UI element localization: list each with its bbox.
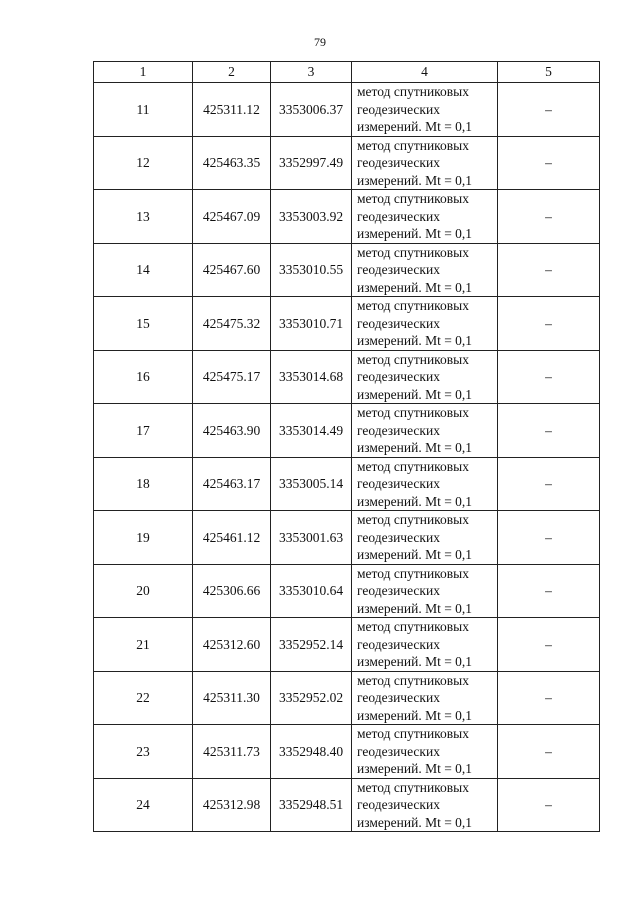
- table-header-row: [94, 62, 600, 83]
- table-body: [94, 83, 600, 832]
- method-cell: [352, 671, 498, 725]
- method-line: измерений. Mt = 0,1: [357, 814, 473, 830]
- column-5-cell: –: [498, 297, 600, 351]
- column-5-cell: –: [498, 136, 600, 190]
- method-cell: [352, 725, 498, 779]
- column-5-cell: –: [498, 457, 600, 511]
- method-cell: [352, 778, 498, 832]
- x-coordinate-cell: 425463.17: [193, 457, 271, 511]
- method-line: метод спутниковых: [357, 565, 469, 581]
- method-line: измерений. Mt = 0,1: [357, 493, 473, 509]
- method-line: метод спутниковых: [357, 405, 469, 420]
- method-cell: [352, 190, 498, 244]
- y-coordinate-cell: 3353005.14: [271, 457, 352, 511]
- column-5-cell: –: [498, 618, 600, 672]
- table-row: [94, 83, 600, 137]
- table-row: [94, 457, 600, 511]
- x-coordinate-cell: 425467.60: [193, 243, 271, 297]
- table-row: [94, 725, 600, 779]
- method-line: геодезических: [357, 369, 440, 384]
- y-coordinate-cell: 3353006.37: [271, 83, 352, 137]
- column-5-cell: –: [498, 725, 600, 779]
- y-coordinate-cell: 3352952.14: [271, 618, 352, 672]
- method-line: геодезических: [357, 797, 440, 812]
- point-number-cell: 13: [94, 190, 193, 244]
- point-number-cell: 24: [94, 778, 193, 832]
- table-row: [94, 243, 600, 297]
- x-coordinate-cell: 425311.12: [193, 83, 271, 137]
- method-line: геодезических: [357, 262, 440, 277]
- method-line: геодезических: [357, 529, 440, 545]
- method-line: метод спутниковых: [357, 458, 469, 474]
- point-number-cell: 12: [94, 136, 193, 190]
- column-5-cell: –: [498, 404, 600, 458]
- x-coordinate-cell: 425475.32: [193, 297, 271, 351]
- y-coordinate-cell: 3352948.51: [271, 778, 352, 832]
- method-line: метод спутниковых: [357, 619, 469, 634]
- header-col-2: 2: [193, 62, 271, 83]
- method-line: геодезических: [357, 636, 440, 652]
- method-cell: [352, 83, 498, 137]
- point-number-cell: 11: [94, 83, 193, 137]
- method-line: геодезических: [357, 155, 440, 170]
- method-line: измерений. Mt = 0,1: [357, 386, 473, 402]
- column-5-cell: –: [498, 83, 600, 137]
- column-5-cell: –: [498, 190, 600, 244]
- method-cell: [352, 136, 498, 190]
- method-line: измерений. Mt = 0,1: [357, 707, 473, 723]
- method-cell: [352, 511, 498, 565]
- method-line: метод спутниковых: [357, 351, 469, 367]
- point-number-cell: 15: [94, 297, 193, 351]
- point-number-cell: 20: [94, 564, 193, 618]
- x-coordinate-cell: 425461.12: [193, 511, 271, 565]
- point-number-cell: 18: [94, 457, 193, 511]
- method-line: измерений. Mt = 0,1: [357, 440, 473, 455]
- y-coordinate-cell: 3353003.92: [271, 190, 352, 244]
- y-coordinate-cell: 3353010.71: [271, 297, 352, 351]
- table-row: [94, 564, 600, 618]
- x-coordinate-cell: 425312.60: [193, 618, 271, 672]
- method-line: измерений. Mt = 0,1: [357, 333, 473, 348]
- table-row: [94, 671, 600, 725]
- column-5-cell: –: [498, 778, 600, 832]
- method-line: метод спутниковых: [357, 191, 469, 206]
- table-row: [94, 404, 600, 458]
- method-line: измерений. Mt = 0,1: [357, 172, 473, 188]
- method-line: геодезических: [357, 690, 440, 705]
- column-5-cell: –: [498, 243, 600, 297]
- method-line: измерений. Mt = 0,1: [357, 279, 473, 295]
- header-col-5: 5: [498, 62, 600, 83]
- header-col-4: 4: [352, 62, 498, 83]
- header-col-3: 3: [271, 62, 352, 83]
- method-line: измерений. Mt = 0,1: [357, 654, 473, 669]
- x-coordinate-cell: 425463.90: [193, 404, 271, 458]
- y-coordinate-cell: 3352997.49: [271, 136, 352, 190]
- method-line: геодезических: [357, 422, 440, 438]
- table-row: [94, 778, 600, 832]
- x-coordinate-cell: 425467.09: [193, 190, 271, 244]
- method-cell: [352, 297, 498, 351]
- table-row: [94, 297, 600, 351]
- method-cell: [352, 564, 498, 618]
- method-line: метод спутниковых: [357, 726, 469, 741]
- method-line: геодезических: [357, 583, 440, 598]
- x-coordinate-cell: 425463.35: [193, 136, 271, 190]
- method-cell: [352, 243, 498, 297]
- column-5-cell: –: [498, 564, 600, 618]
- table-row: [94, 618, 600, 672]
- method-line: измерений. Mt = 0,1: [357, 600, 473, 616]
- method-line: метод спутниковых: [357, 779, 469, 795]
- table-row: [94, 511, 600, 565]
- method-line: метод спутниковых: [357, 137, 469, 153]
- method-cell: [352, 457, 498, 511]
- y-coordinate-cell: 3353014.68: [271, 350, 352, 404]
- x-coordinate-cell: 425306.66: [193, 564, 271, 618]
- method-line: измерений. Mt = 0,1: [357, 119, 473, 134]
- table-row: [94, 350, 600, 404]
- column-5-cell: –: [498, 350, 600, 404]
- point-number-cell: 17: [94, 404, 193, 458]
- method-line: метод спутниковых: [357, 672, 469, 688]
- x-coordinate-cell: 425311.30: [193, 671, 271, 725]
- y-coordinate-cell: 3353010.64: [271, 564, 352, 618]
- x-coordinate-cell: 425311.73: [193, 725, 271, 779]
- point-number-cell: 21: [94, 618, 193, 672]
- point-number-cell: 22: [94, 671, 193, 725]
- method-line: геодезических: [357, 101, 440, 117]
- method-line: метод спутниковых: [357, 84, 469, 99]
- x-coordinate-cell: 425312.98: [193, 778, 271, 832]
- method-cell: [352, 350, 498, 404]
- y-coordinate-cell: 3352948.40: [271, 725, 352, 779]
- method-line: геодезических: [357, 476, 440, 491]
- y-coordinate-cell: 3353010.55: [271, 243, 352, 297]
- coordinates-table: [93, 61, 600, 832]
- method-line: измерений. Mt = 0,1: [357, 226, 473, 241]
- point-number-cell: 16: [94, 350, 193, 404]
- y-coordinate-cell: 3353014.49: [271, 404, 352, 458]
- column-5-cell: –: [498, 511, 600, 565]
- method-line: метод спутниковых: [357, 298, 469, 313]
- point-number-cell: 23: [94, 725, 193, 779]
- header-col-1: 1: [94, 62, 193, 83]
- page-number: 79: [314, 35, 326, 49]
- method-line: измерений. Mt = 0,1: [357, 761, 473, 776]
- method-line: геодезических: [357, 208, 440, 224]
- column-5-cell: –: [498, 671, 600, 725]
- method-cell: [352, 618, 498, 672]
- table-row: [94, 136, 600, 190]
- method-line: измерений. Mt = 0,1: [357, 547, 473, 562]
- method-line: метод спутниковых: [357, 244, 469, 260]
- y-coordinate-cell: 3353001.63: [271, 511, 352, 565]
- x-coordinate-cell: 425475.17: [193, 350, 271, 404]
- y-coordinate-cell: 3352952.02: [271, 671, 352, 725]
- point-number-cell: 19: [94, 511, 193, 565]
- method-line: геодезических: [357, 743, 440, 759]
- method-line: геодезических: [357, 315, 440, 331]
- method-line: метод спутниковых: [357, 512, 469, 527]
- point-number-cell: 14: [94, 243, 193, 297]
- method-cell: [352, 404, 498, 458]
- table-row: [94, 190, 600, 244]
